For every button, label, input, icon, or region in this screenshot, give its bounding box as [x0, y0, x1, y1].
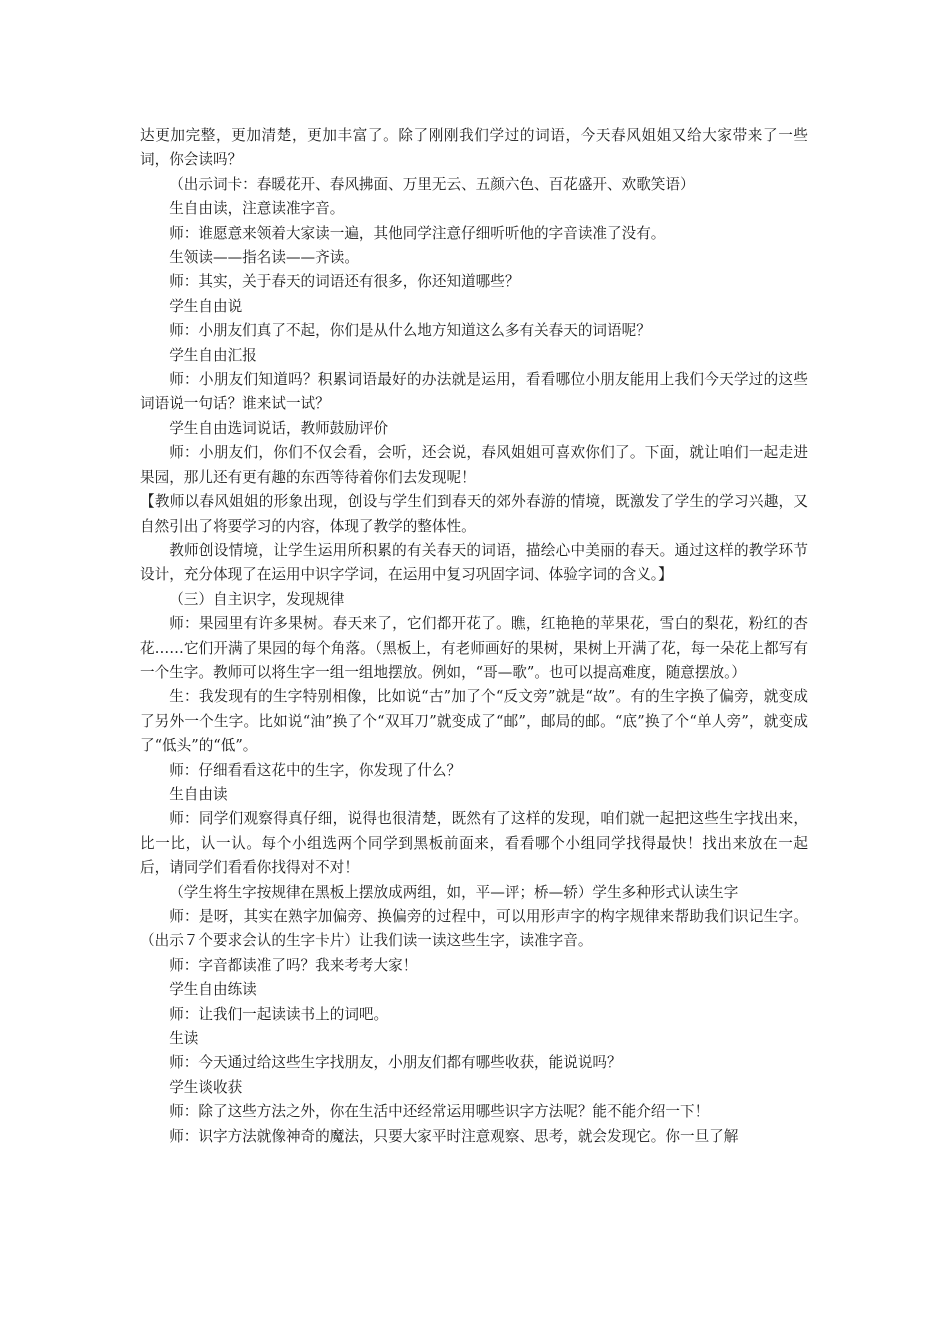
paragraph-25: 师：让我们一起读读书上的词吧。 — [169, 1005, 389, 1023]
paragraph-24: 学生自由练读 — [169, 981, 257, 999]
paragraph-06: 师：其实，关于春天的词语还有很多，你还知道哪些？ — [169, 273, 520, 291]
commentary-paragraph-1: 【教师以春风姐姐的形象出现，创设与学生们到春天的郊外春游的情境，既激发了学生的学习兴趣，又自然引出了将要学习的内容，体现了教学的整体性。 — [140, 493, 808, 535]
paragraph-05: 生领读——指名读——齐读。 — [169, 249, 359, 267]
paragraph-03: 生自由读，注意读准字音。 — [169, 200, 345, 218]
paragraph-12: 师：小朋友们，你们不仅会看，会听，还会说，春风姐姐可喜欢你们了。下面，就让咱们一起走进果园，那儿还有更有趣的东西等待着你们去发现呢！ — [140, 444, 808, 486]
paragraph-08: 师：小朋友们真了不起，你们是从什么地方知道这么多有关春天的词语呢？ — [169, 322, 651, 340]
paragraph-16: 师：果园里有许多果树。春天来了，它们都开花了。瞧，红艳艳的苹果花，雪白的梨花，粉红的杏花……它们开满了果园的每个角落。（黑板上，有老师画好的果树，果树上开满了花，每一朵花上都写有一个生字。教师可以将生字一组一组地摆放。例如，“哥—歌”。也可以提高难度，随意摆放。） — [140, 615, 808, 681]
paragraph-02: （出示词卡：春暖花开、春风拂面、万里无云、五颜六色、百花盛开、欢歌笑语） — [169, 175, 695, 193]
paragraph-19: 生自由读 — [169, 785, 228, 803]
paragraph-28: 学生谈收获 — [169, 1078, 243, 1096]
paragraph-22: 师：是呀，其实在熟字加偏旁、换偏旁的过程中，可以用形声字的构字规律来帮助我们识记生字。（出示７个要求会认的生字卡片）让我们读一读这些生字，读准字音。 — [140, 908, 808, 950]
paragraph-20: 师：同学们观察得真仔细，说得也很清楚，既然有了这样的发现，咱们就一起把这些生字找出来，比一比，认一认。每个小组选两个同学到黑板前面来，看看哪个小组同学找得最快！找出来放在一起后，请同学们看看你找得对不对！ — [140, 810, 808, 877]
paragraph-01: 达更加完整，更加清楚，更加丰富了。除了刚刚我们学过的词语，今天春风姐姐又给大家带来了一些词，你会读吗？ — [140, 127, 808, 169]
paragraph-09: 学生自由汇报 — [169, 346, 257, 364]
paragraph-27: 师：今天通过给这些生字找朋友，小朋友们都有哪些收获，能说说吗？ — [169, 1054, 622, 1072]
paragraph-07: 学生自由说 — [169, 297, 243, 315]
paragraph-23: 师：字音都读准了吗？我来考考大家！ — [169, 956, 418, 974]
paragraph-30: 师：识字方法就像神奇的魔法，只要大家平时注意观察、思考，就会发现它。你一旦了解 — [169, 1127, 739, 1145]
paragraph-29: 师：除了这些方法之外，你在生活中还经常运用哪些识字方法呢？能不能介绍一下！ — [169, 1103, 710, 1121]
paragraph-21: （学生将生字按规律在黑板上摆放成两组，如，平—评；桥—轿）学生多种形式认读生字 — [169, 883, 739, 901]
document-body — [140, 124, 808, 1149]
paragraph-11: 学生自由选词说话，教师鼓励评价 — [169, 419, 389, 437]
paragraph-17: 生：我发现有的生字特别相像，比如说“古”加了个“反文旁”就是“故”。有的生字换了偏旁，就变成了另外一个生字。比如说“油”换了个“双耳刀”就变成了“邮”，邮局的邮。“底”换了个“单人旁”，就变成了“低头”的“低”。 — [140, 688, 808, 755]
paragraph-10: 师：小朋友们知道吗？积累词语最好的办法就是运用，看看哪位小朋友能用上我们今天学过的这些词语说一句话？谁来试一试？ — [140, 371, 808, 413]
paragraph-04: 师：谁愿意来领着大家读一遍，其他同学注意仔细听听他的字音读准了没有。 — [169, 224, 666, 242]
section-heading: （三）自主识字，发现规律 — [169, 590, 345, 608]
paragraph-26: 生读 — [169, 1030, 199, 1048]
commentary-paragraph-2: 教师创设情境，让学生运用所积累的有关春天的词语，描绘心中美丽的春天。通过这样的教学环节设计，充分体现了在运用中识字学词，在运用中复习巩固字词、体验字词的含义。】 — [140, 541, 808, 584]
paragraph-18: 师：仔细看看这花中的生字，你发现了什么？ — [169, 761, 462, 779]
